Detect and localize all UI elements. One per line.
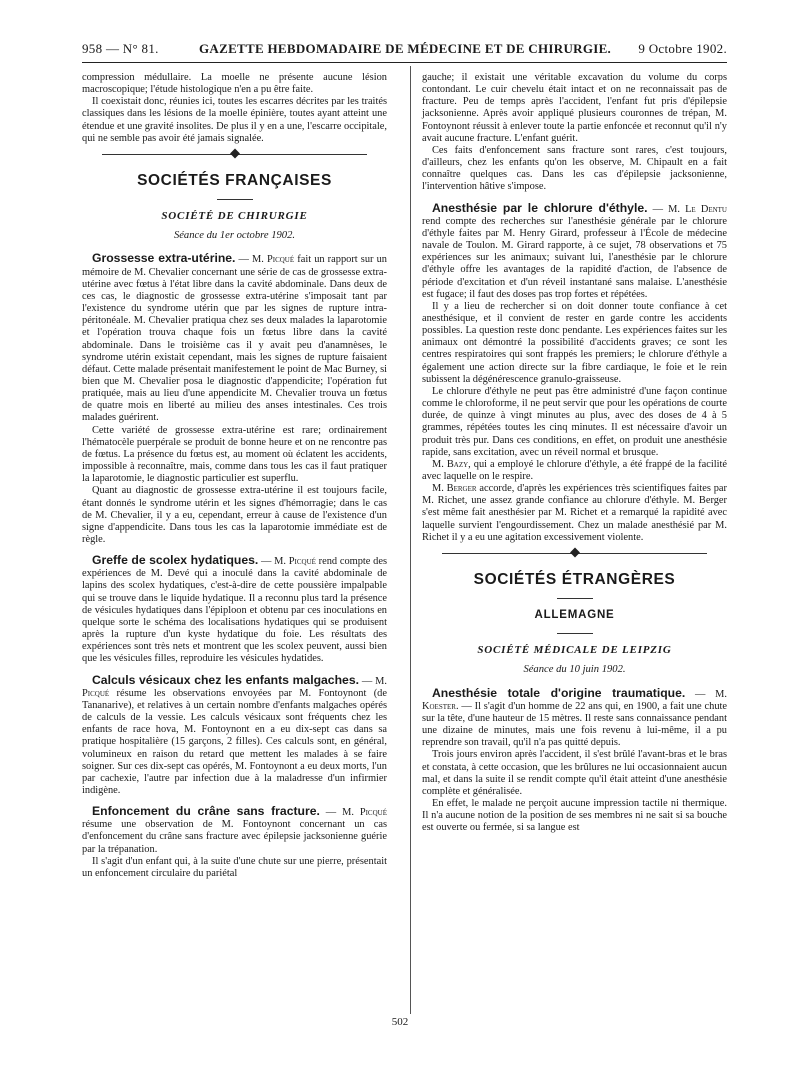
column-divider bbox=[410, 66, 411, 1014]
note-author: M. Berger bbox=[432, 483, 477, 495]
article-text: rend compte des recherches sur l'anesthésie générale par le chlorure d'éthyle faites par M. Henry Girard, professeur à l'École de médecine navale de Toulon. M. Girard rapporte, à ce sujet, 78 observations et 75 expériences sur les animaux; suivant lui, l'anesthésie par le chlorure d'éthyle offre les avantages de la rapidité d'action, de l'absence de période d'excitation et d'un réveil instantané sans malaise. L'anesthésie est fugace; il faut des doses pas trop fortes et répétées. bbox=[422, 215, 727, 300]
article-author: M. Picqué bbox=[274, 556, 316, 568]
left-column bbox=[82, 72, 387, 880]
article-text: résume une observation de M. Fontoynont concernant un cas d'enfoncement du crâne sans fracture avec épilepsie jacksonienne guérie par la trépanation. bbox=[82, 819, 387, 855]
society-name: SOCIÉTÉ DE CHIRURGIE bbox=[161, 210, 308, 223]
note-text: , qui a employé le chlorure d'éthyle, a été frappé de la facilité avec laquelle on le respire. bbox=[422, 458, 727, 482]
article-paragraph: Le chlorure d'éthyle ne peut pas être administré d'une façon continue comme le chloroforme, il ne peut servir que pour les opérations de courte durée, de quinze à vingt minutes au plus, avec des doses de 4 à 5 grammes, répétées toutes les cinq minutes. Il est nécessaire d'avoir un produit très pur. Dans ces conditions, en effet, on produit une anesthésie rapide, sans excitation, avec un réveil normal et brusque. bbox=[422, 385, 727, 458]
issue-date: 9 Octobre 1902. bbox=[638, 41, 727, 56]
article-enfoncement: Enfoncement du crâne sans fracture. — M. Picqué résume une observation de M. Fontoynont concernant un cas d'enfoncement du crâne sans fracture avec épilepsie jacksonienne guérie par la trépanation. bbox=[82, 804, 387, 855]
article-title: Anesthésie par le chlorure d'éthyle. bbox=[432, 200, 648, 215]
seance-date: Séance du 10 juin 1902. bbox=[523, 664, 626, 676]
short-rule bbox=[557, 598, 593, 599]
article-calculs: Calculs vésicaux chez les enfants malgaches. — M. Picqué résume les observations envoyées par M. Fontoynont (de Tananarive), et relatives à un certain nombre d'enfants malgaches opérés de calculs de la vessie. Les calculs vésicaux sont fréquents chez les enfants de race hova, M. Fontoynont en a eu dix-sept cas dans sa pratique hospitalière (15 garçons, 2 filles). Ces calculs sont, en général, volumineux en raison du retard que mettent les malades à se faire soigner. Sur ces dix-sept cas opérés, M. Fontoynont a eu deux morts, l'un par cachexie, l'autre par infection due à la maladresse d'un infirmier indigène. bbox=[82, 672, 387, 796]
article-paragraph: Cette variété de grossesse extra-utérine est rare; ordinairement l'hématocèle puerpérale se produit de bonne heure et on ne rencontre pas de fœtus. La présence du fœtus est, au moment où éclatent les accidents, impossible à reconnaître, mais, comme dans tous les cas il faut pratiquer la laparotomie, le diagnostic particulier est superflu. bbox=[82, 424, 387, 485]
article-paragraph: Quant au diagnostic de grossesse extra-utérine il est toujours facile, étant donnés le syndrome utérin et les signes d'hémorragie; dans le cas de M. Chevalier, il y a eu, cependant, erreur à cause de l'existence d'un signe d'appendicite. Dans tous les cas la laparotomie immédiate est de règle. bbox=[82, 485, 387, 545]
journal-title: GAZETTE HEBDOMADAIRE DE MÉDECINE ET DE CHIRURGIE. bbox=[199, 41, 612, 56]
article-text: fait un rapport sur un mémoire de M. Chevalier concernant une série de cas de grossesse extra-utérine avec fœtus à l'état libre dans la cavité abdominale. Dans deux de ces cas, le diagnostic de grossesse extra-utérine s'imposait tant par l'existence du syndrome utérin que par les signes de rupture intra-péritonéale. M. Chevalier pratiqua chez ses deux malades la laparotomie et l'opération trouva chaque fois un fœtus libre dans la cavité abdominale. Dans le troisième cas il y avait peu d'anamnèses, le syndrome utérin existait cependant, mais les signes de rupture faisaient défaut. Cette malade présentait manifestement le point de Mac Burney, si bien que M. Chevalier posa le diagnostic d'appendicite; l'opération fut pratiquée, mais au lieu d'une appendicite M. Chevalier trouva un fœtus de quatre mois en liberté au milieu des anses intestinales. Ces trois malades guérirent. bbox=[82, 254, 387, 424]
article-paragraph: Il y a lieu de rechercher si on doit donner toute confiance à cet anesthésique, et il convient de rester en garde contre les accidents possibles. La question reste donc pendante. Les expériences faites sur les animaux ont démontré la possibilité d'accidents graves; ce sont les centres respiratoires qui sont frappés les premiers; le chlorure d'éthyle a également une action directe sur la fibre cardiaque, le foie et le rein subissent la dégénérescence granulo-graisseuse. bbox=[422, 300, 727, 385]
article-text: Il s'agit d'un homme de 22 ans qui, en 1900, a fait une chute sur la tête, d'une hauteur de 15 mètres. Il reste sans connaissance pendant une dizaine de minutes, mais une fois revenu à lui-même, il a pu reprendre son travail, qu'il n'a pas quitté depuis. bbox=[422, 700, 728, 749]
article-note bbox=[422, 483, 727, 544]
article-title: Calculs vésicaux chez les enfants malgaches. bbox=[92, 672, 359, 687]
article-text: rend compte des expériences de M. Devé qui a inoculé dans la cavité abdominale de lapins des scolex hydatiques, c'est-à-dire de cette poussière impalpable qui se trouve dans le liquide hydatique. Il a reconnu plus tard la présence de vésicules hydatiques dans l'épiploon et obtenu par ces inoculations en quelque sorte le schéma des localisations hydatiques qui se produisent après la rupture d'un kyste hydatique du foie. Les résultats des expériences sont très nets et montrent que les scolex peuvent, aussi bien que les vésicules filles, reproduire les vésicules hydatides. bbox=[82, 556, 387, 665]
section-title-etrangeres: SOCIÉTÉS ÉTRANGÈRES bbox=[473, 570, 676, 588]
country-heading: ALLEMAGNE bbox=[534, 609, 615, 622]
section-separator bbox=[82, 147, 387, 163]
article-title: Greffe de scolex hydatiques. bbox=[92, 553, 259, 568]
article-author: M. Le Dentu bbox=[668, 203, 727, 215]
article-paragraph: En effet, le malade ne perçoit aucune impression tactile ni thermique. Il n'a aucune notion de la position de ses membres ni ne sait si sa bouche est ouverte ou fermée, si sa langue est bbox=[422, 797, 727, 834]
short-rule bbox=[557, 633, 593, 634]
article-note bbox=[422, 459, 727, 483]
note-text: accorde, d'après les expériences très scientifiques faites par M. Richet, une assez grande confiance au chlorure d'éthyle. M. Berger s'est même fait anesthésier par M. Richet et a remarqué la rapidité avec laquelle survient l'engourdissement. Chez un malade anesthésié par M. Richet il y a eu une agitation excessivement violente. bbox=[422, 483, 727, 543]
issue-number: 958 — N° 81. bbox=[82, 41, 159, 56]
society-name: SOCIÉTÉ MÉDICALE DE LEIPZIG bbox=[477, 644, 672, 657]
short-rule bbox=[217, 199, 253, 200]
article-text: résume les observations envoyées par M. Fontoynont (de Tananarive), et relatives à un certain nombre d'enfants malgaches opérés de calculs de la vessie. Les calculs vésicaux sont fréquents chez les enfants de race hova, M. Fontoynont en a eu dix-sept cas dans sa pratique hospitalière (15 garçons, 2 filles). Ces calculs sont, en général, volumineux en raison du retard que mettent les malades à se faire soigner. Sur ces dix-sept cas opérés, M. Fontoynont a eu deux morts, l'un par cachexie, l'autre par infection due à la maladresse d'un infirmier indigène. bbox=[82, 687, 387, 796]
article-paragraph: Il s'agit d'un enfant qui, à la suite d'une chute sur une pierre, présentait un enfoncement circulaire du pariétal bbox=[82, 855, 387, 879]
article-title: Enfoncement du crâne sans fracture. bbox=[92, 804, 320, 819]
article-title: Anesthésie totale d'origine traumatique. bbox=[432, 685, 686, 700]
section-separator bbox=[422, 546, 727, 562]
article-paragraph: Trois jours environ après l'accident, il s'est brûlé l'avant-bras et le bras et constata, à cette occasion, que les brûlures ne lui occasionnaient aucun mal, et dans la suite il se rendit compte qu'il était atteint d'une anesthésie complète et généralisée. bbox=[422, 749, 727, 797]
article-title: Grossesse extra-utérine. bbox=[92, 251, 236, 266]
article-author: M. Picqué bbox=[82, 675, 387, 699]
article-anesthesie-chlorure: Anesthésie par le chlorure d'éthyle. — M. Le Dentu rend compte des recherches sur l'anesthésie générale par le chlorure d'éthyle faites par M. Henry Girard, professeur à l'École de médecine navale de Toulon. M. Girard rapporte, à ce sujet, 78 observations et 75 expériences sur les animaux; suivant lui, l'anesthésie par le chlorure d'éthyle offre les avantages de la rapidité d'action, de l'absence de période d'excitation et d'un réveil instantané sans malaise. L'anesthésie est fugace; il faut des doses pas trop fortes et répétées. bbox=[422, 200, 727, 300]
article-author: M. Picqué bbox=[342, 807, 387, 819]
intro-paragraph: Il coexistait donc, réunies ici, toutes les escarres décrites par les traités classiques dans les lésions de la moelle épinière, toutes ayant atteint une étendue et une gravité insolites. De plus il y en a une, l'escarre occipitale, qui ne semble pas avoir été jamais signalée. bbox=[82, 96, 387, 144]
article-grossesse: Grossesse extra-utérine. — M. Picqué fait un rapport sur un mémoire de M. Chevalier concernant une série de cas de grossesse extra-utérine avec fœtus à l'état libre dans la cavité abdominale. Dans deux de ces cas, le diagnostic de grossesse extra-utérine s'imposait tant par l'existence du syndrome utérin que par les signes de rupture intra-péritonéale. M. Chevalier pratiqua chez ses deux malades la laparotomie et l'opération trouva chaque fois un fœtus libre dans la cavité abdominale. Dans le troisième cas il y avait peu d'anamnèses, le syndrome utérin existait cependant, mais les signes de rupture faisaient défaut. Cette malade présentait manifestement le point de Mac Burney, si bien que M. Chevalier posa le diagnostic d'appendicite; l'opération fut pratiquée, mais au lieu d'une appendicite M. Chevalier trouva un fœtus de quatre mois en liberté au milieu des anses intestinales. Ces trois malades guérirent. bbox=[82, 251, 387, 424]
article-greffe: Greffe de scolex hydatiques. — M. Picqué rend compte des expériences de M. Devé qui a inoculé dans la cavité abdominale de lapins des scolex hydatiques, c'est-à-dire de cette poussière impalpable qui se trouve dans le liquide hydatique. Il a reconnu plus tard la présence de vésicules hydatiques dans l'épiploon et obtenu par ces inoculations en quelque sorte le schéma des localisations hydatiques qui se produisent après la rupture d'un kyste hydatique du foie. Les résultats des expériences sont très nets et montrent que les scolex peuvent, aussi bien que les vésicules filles, reproduire les vésicules hydatides. bbox=[82, 553, 387, 665]
article-author: M. Koester bbox=[422, 688, 728, 712]
continued-paragraph: gauche; il existait une véritable excavation du volume du corps contondant. Le cuir chevelu était intact et on ne reconnaissait pas de fracture. Peu de temps après l'accident, l'enfant fut pris d'épilepsie jacksonienne. Après avoir appliqué plusieurs couronnes de trépan, M. Fontoynont réussit à enlever toute la partie enfoncée et reconnut qu'il n'y avait aucune fracture. L'enfant guérit. bbox=[422, 72, 727, 144]
continued-paragraph: Ces faits d'enfoncement sans fracture sont rares, c'est toujours, d'ailleurs, chez les enfants qu'on les observe, M. Chipault en a fait connaître quelques cas. Dans les cas d'épilepsie jacksonienne, l'intervention hâtive s'impose. bbox=[422, 144, 727, 193]
article-author: M. Picqué bbox=[252, 254, 295, 266]
seance-date: Séance du 1er octobre 1902. bbox=[173, 230, 296, 242]
right-column bbox=[422, 72, 727, 834]
page-number: 502 bbox=[391, 1016, 409, 1028]
article-anesthesie-totale: Anesthésie totale d'origine traumatique. — M. Koester. — Il s'agit d'un homme de 22 ans qui, en 1900, a fait une chute sur la tête, d'une hauteur de 15 mètres. Il reste sans connaissance pendant une dizaine de minutes, mais une fois revenu à lui-même, il a pu reprendre son travail, qu'il n'a pas quitté depuis. bbox=[422, 685, 728, 749]
note-author: M. Bazy bbox=[432, 458, 469, 470]
header-rule bbox=[82, 62, 727, 63]
section-title-francaises: SOCIÉTÉS FRANÇAISES bbox=[137, 171, 332, 189]
intro-paragraph: compression médullaire. La moelle ne présente aucune lésion macroscopique; l'étude histologique n'en a pu être faite. bbox=[82, 72, 387, 96]
